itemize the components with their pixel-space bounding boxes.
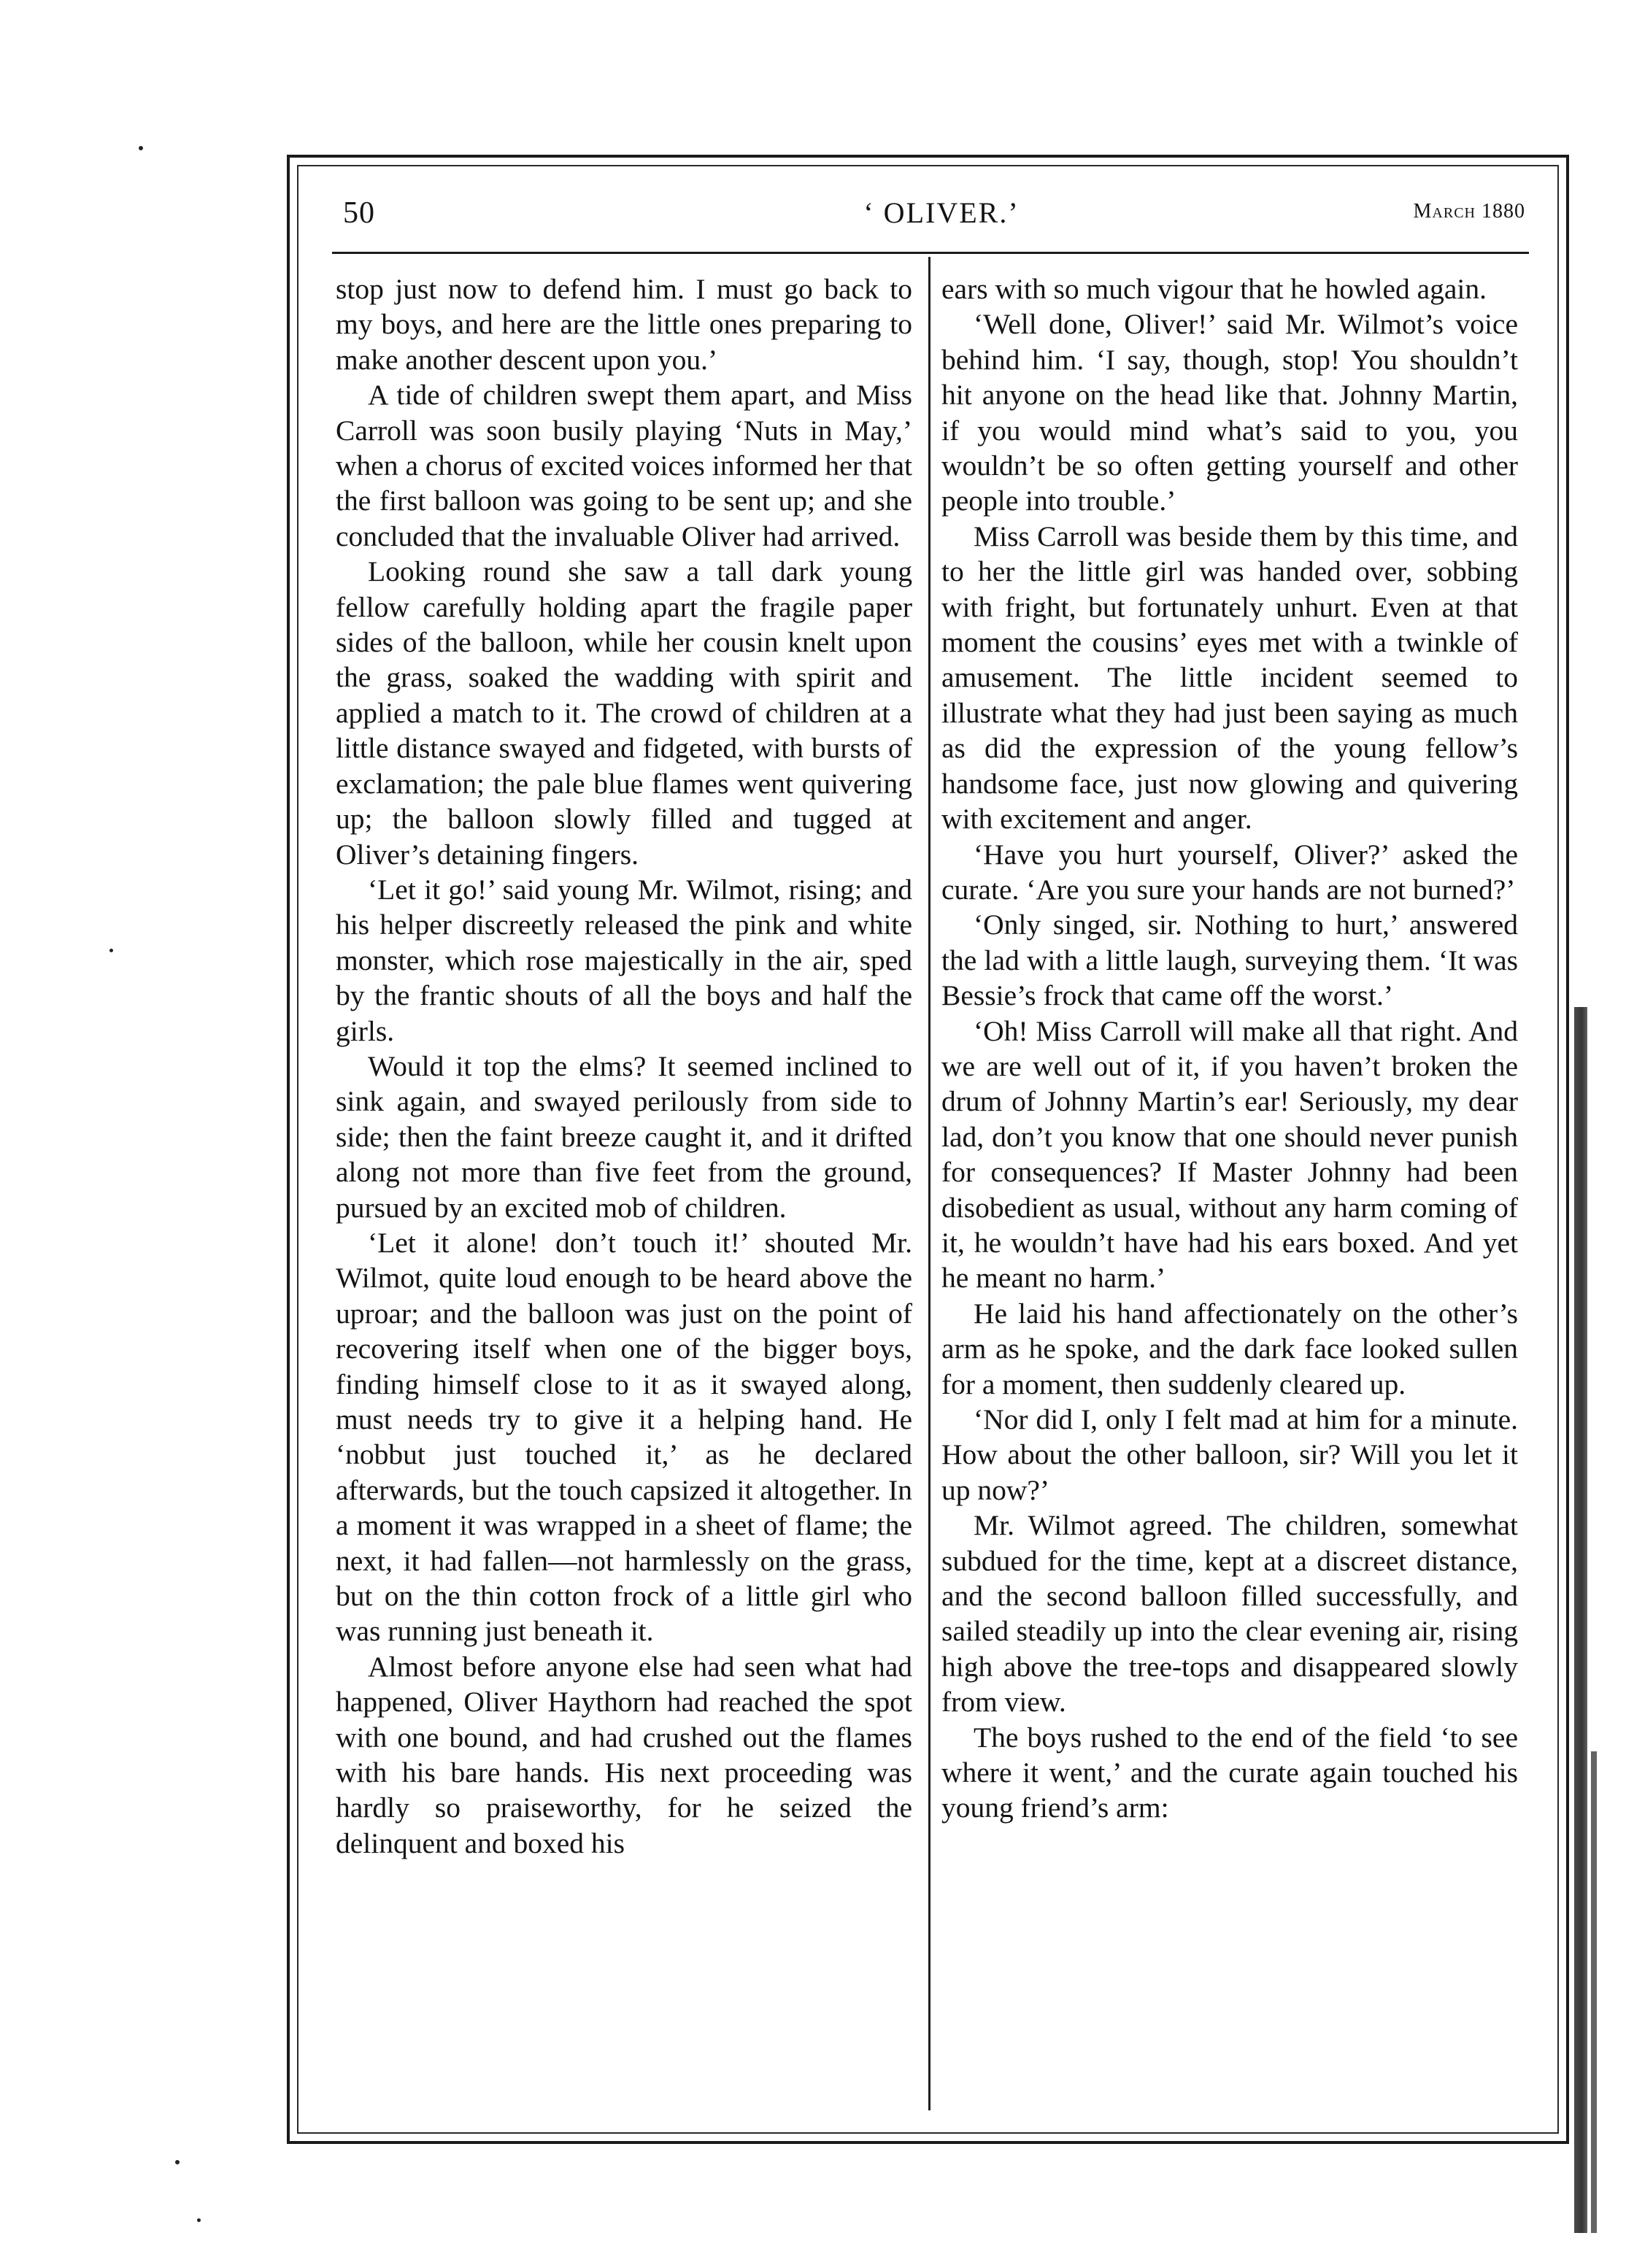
paragraph: ‘Let it alone! don’t touch it!’ shouted Mr. Wilmot, quite loud enough to be heard above the uproar; and the balloon was just on the point of recovering itself when one of the bigger boys, finding himself close to it as it swayed along, must needs try to give it a helping hand. He ‘nobbut just touched it,’ as he declared afterwards, but the touch capsized it altogether. In a moment it was wrapped in a sheet of flame; the next, it had fallen—not harmlessly on the grass, but on the thin cotton frock of a little girl who was running just beneath it. bbox=[336, 1226, 912, 1648]
page-header bbox=[343, 196, 1525, 239]
header-rule bbox=[332, 252, 1529, 254]
paragraph: ears with so much vigour that he howled again. bbox=[941, 273, 1487, 305]
paragraph: Would it top the elms? It seemed inclined to sink again, and swayed perilously from side to side; then the faint breeze caught it, and it drifted along not more than five feet from the ground, pursued by an excited mob of children. bbox=[336, 1049, 912, 1224]
binding-edge-shadow-lower bbox=[1591, 1751, 1597, 2233]
paper-speck bbox=[197, 2218, 201, 2222]
paragraph: stop just now to defend him. I must go back to my boys, and here are the little ones preparing to make another descent upon you.’ bbox=[336, 273, 912, 376]
right-column bbox=[941, 271, 1518, 1826]
paragraph: ‘Well done, Oliver!’ said Mr. Wilmot’s voice behind him. ‘I say, though, stop! You shouldn’t hit anyone on the head like that. Johnny Martin, if you would mind what’s said to you, you wouldn’t be so often getting yourself and other people into trouble.’ bbox=[941, 308, 1518, 517]
paragraph: Mr. Wilmot agreed. The children, somewhat subdued for the time, kept at a discreet distance, and the second balloon filled successfully, and sailed steadily up into the clear evening air, rising high above the tree-tops and disappeared slowly from view. bbox=[941, 1509, 1518, 1719]
paragraph: Miss Carroll was beside them by this time, and to her the little girl was handed over, sobbing with fright, but fortunately unhurt. Even at that moment the cousins’ eyes met with a twinkle of amusement. The little incident seemed to illustrate what they had just been saying as much as did the expression of the young fellow’s handsome face, just now glowing and quivering with excitement and anger. bbox=[941, 520, 1518, 836]
paper-speck bbox=[175, 2160, 180, 2164]
paragraph: ‘Only singed, sir. Nothing to hurt,’ answered the lad with a little laugh, surveying them. ‘It was Bessie’s frock that came off the worst.’ bbox=[941, 909, 1518, 1012]
paper-speck bbox=[109, 949, 113, 952]
column-divider bbox=[928, 257, 930, 2110]
paragraph: A tide of children swept them apart, and Miss Carroll was soon busily playing ‘Nuts in May,’ when a chorus of excited voices informed her that the first balloon was going to be sent up; and she concluded that the invaluable Oliver had arrived. bbox=[336, 379, 912, 552]
page-number: 50 bbox=[343, 196, 375, 230]
paragraph: ‘Oh! Miss Carroll will make all that right. And we are well out of it, if you haven’t broken the drum of Johnny Martin’s ear! Seriously, my dear lad, don’t you know that one should never punish for consequences? If Master Johnny had been disobedient as usual, without any harm coming of it, he wouldn’t have had his ears boxed. And yet he meant no harm.’ bbox=[941, 1014, 1518, 1295]
paragraph: Almost before anyone else had seen what had happened, Oliver Haythorn had reached the spot with one bound, and had crushed out the flames with his bare hands. His next proceeding was hardly so praiseworthy, for he seized the delinquent and boxed his bbox=[336, 1650, 912, 1859]
left-column bbox=[336, 271, 912, 1861]
paragraph: ‘Have you hurt yourself, Oliver?’ asked the curate. ‘Are you sure your hands are not burned?’ bbox=[941, 838, 1518, 906]
binding-edge-shadow bbox=[1574, 1007, 1587, 2233]
paper-speck bbox=[139, 146, 143, 150]
running-title: ‘ OLIVER.’ bbox=[863, 196, 1020, 229]
paragraph: The boys rushed to the end of the field ‘to see where it went,’ and the curate again touched his young friend’s arm: bbox=[941, 1721, 1518, 1824]
paragraph: ‘Nor did I, only I felt mad at him for a minute. How about the other balloon, sir? Will you let it up now?’ bbox=[941, 1403, 1518, 1506]
paragraph: He laid his hand affectionately on the other’s arm as he spoke, and the dark face looked sullen for a moment, then suddenly cleared up. bbox=[941, 1297, 1518, 1400]
issue-date: March 1880 bbox=[1413, 200, 1525, 223]
paragraph: ‘Let it go!’ said young Mr. Wilmot, rising; and his helper discreetly released the pink and white monster, which rose majestically in the air, sped by the frantic shouts of all the boys and half the girls. bbox=[336, 873, 912, 1047]
paragraph: Looking round she saw a tall dark young fellow carefully holding apart the fragile paper sides of the balloon, while her cousin knelt upon the grass, soaked the wadding with spirit and applied a match to it. The crowd of children at a little distance swayed and fidgeted, with bursts of exclamation; the pale blue flames went quivering up; the balloon slowly filled and tugged at Oliver’s detaining fingers. bbox=[336, 555, 912, 871]
